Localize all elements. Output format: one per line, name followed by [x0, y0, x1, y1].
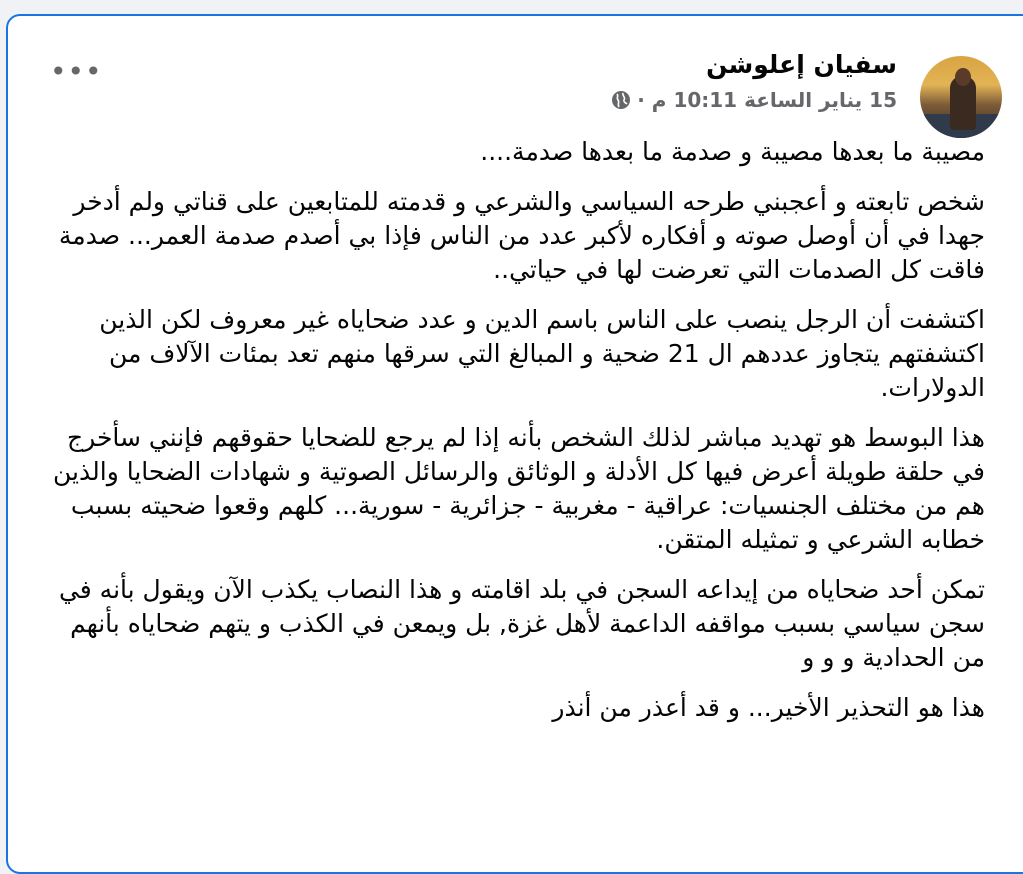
post-paragraph: هذا هو التحذير الأخير... و قد أعذر من أنذر — [552, 693, 985, 722]
post-paragraph: اكتشفت أن الرجل ينصب على الناس باسم الدين و عدد ضحاياه غير معروف لكن الذين اكتشفتهم يتجاوز عددهم ال 21 ضحية و المبالغ التي سرقها منهم تعد بمئات الآلاف من الدولارات. — [99, 305, 985, 402]
post-paragraph: تمكن أحد ضحاياه من إيداعه السجن في بلد اقامته و هذا النصاب يكذب الآن ويقول بأنه في سجن سياسي بسبب مواقفه الداعمة لأهل غزة, بل ويمعن في الكذب و يتهم ضحاياه بأنهم من الحدادية و و و — [58, 575, 985, 672]
globe-icon[interactable] — [611, 90, 631, 110]
avatar[interactable] — [920, 56, 1002, 138]
author-name[interactable]: سفيان إعلوشن — [706, 50, 897, 79]
post-paragraph: مصيبة ما بعدها مصيبة و صدمة ما بعدها صدمة.... — [480, 137, 985, 166]
post-meta — [611, 88, 897, 112]
post-date[interactable]: 15 يناير الساعة 10:11 م · — [637, 88, 897, 112]
post-paragraph: شخص تابعته و أعجبني طرحه السياسي والشرعي و قدمته للمتابعين على قناتي ولم أدخر جهدا في أن أوصل صوته و أفكاره لأكبر عدد من الناس فإذا بي أصدم صدمة العمر... صدمة فاقت كل الصدمات التي تعرضت لها في حياتي.. — [58, 187, 985, 284]
more-options-icon[interactable]: ••• — [50, 55, 103, 88]
avatar-figure-head — [955, 68, 971, 86]
post-paragraph: هذا البوسط هو تهديد مباشر لذلك الشخص بأنه إذا لم يرجع للضحايا حقوقهم فإنني سأخرج في حلقة طويلة أعرض فيها كل الأدلة و الوثائق والرسائل الصوتية و شهادات الضحايا والذين هم من مختلف الجنسيات: عراقية - مغربية - جزائرية - سورية... كلهم وقعوا ضحيته بسبب خطابه الشرعي و تمثيله المتقن. — [53, 423, 985, 554]
post-body — [42, 135, 985, 741]
